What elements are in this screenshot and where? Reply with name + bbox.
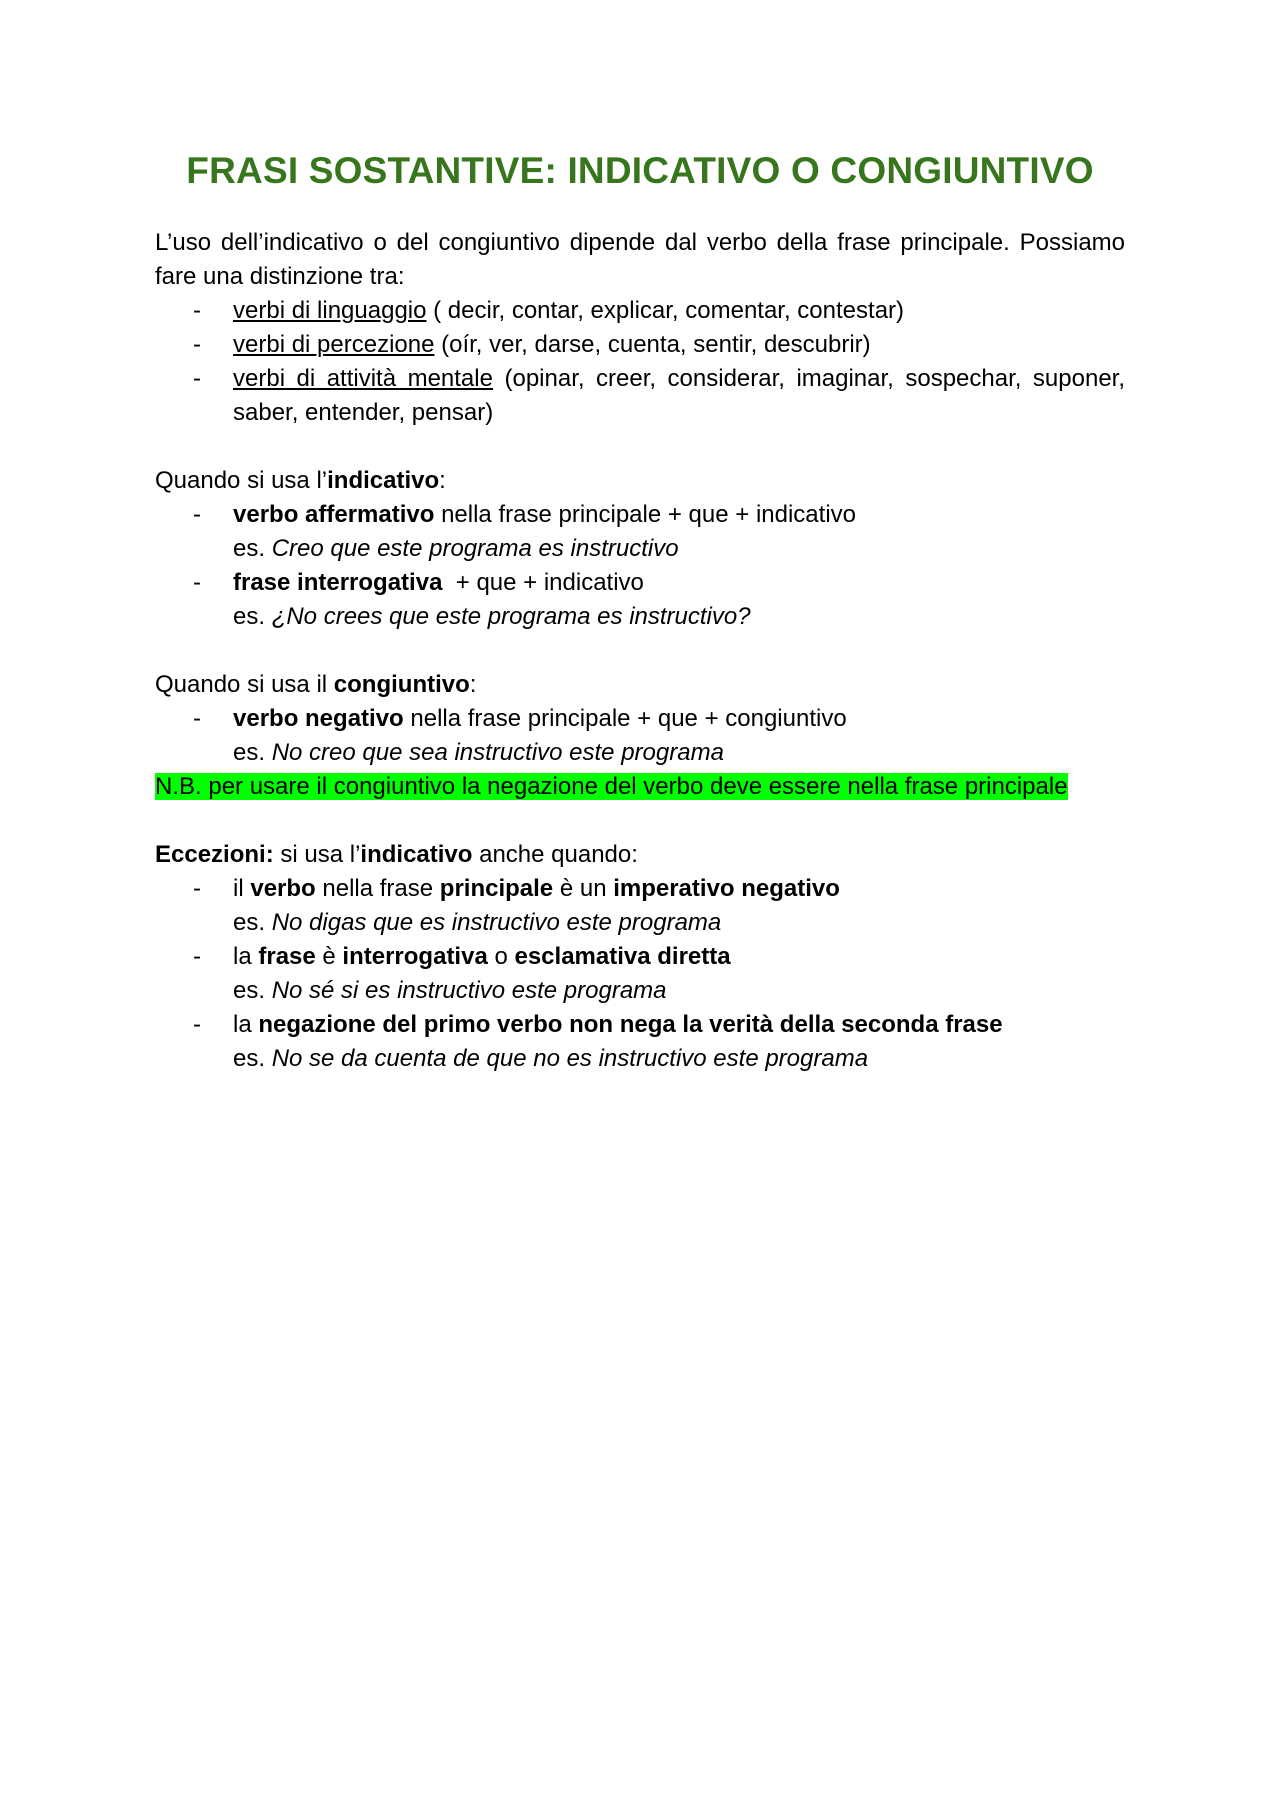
list-item <box>155 294 1125 328</box>
eccezioni-list <box>155 872 1125 1076</box>
exception-keyword: negazione del primo verbo non nega la verità della seconda frase <box>258 1011 1003 1038</box>
exception-text: il <box>233 875 251 902</box>
exception-keyword: interrogativa <box>342 943 488 970</box>
rule-keyword: verbo negativo <box>233 705 404 732</box>
page-title: FRASI SOSTANTIVE: INDICATIVO O CONGIUNTIVO <box>186 150 1094 191</box>
example-line <box>233 906 1125 940</box>
exception-text: la <box>233 943 259 970</box>
exception-text: la <box>233 1011 259 1038</box>
congiuntivo-list <box>155 702 1125 770</box>
rule-keyword: frase interrogativa <box>233 569 443 596</box>
example-prefix: es. <box>233 739 272 766</box>
exception-keyword: verbo <box>250 875 316 902</box>
example-sentence: No se da cuenta de que no es instructivo este programa <box>271 1045 869 1072</box>
congiuntivo-intro-colon: : <box>469 671 477 698</box>
verb-types-list <box>155 294 1125 430</box>
example-line <box>233 600 1125 634</box>
exception-text: nella frase <box>315 875 440 902</box>
eccezioni-label: Eccezioni: <box>155 841 274 868</box>
eccezioni-intro <box>155 838 1125 872</box>
exception-text: è <box>315 943 343 970</box>
congiuntivo-keyword: congiuntivo <box>333 671 470 698</box>
indicativo-intro-text: Quando si usa l’ <box>155 467 328 494</box>
example-prefix: es. <box>233 535 272 562</box>
example-sentence: ¿No crees que este programa es instructivo? <box>271 603 751 630</box>
indicativo-keyword: indicativo <box>327 467 440 494</box>
example-sentence: No creo que sea instructivo este programa <box>271 739 724 766</box>
dash-bullet: - <box>193 943 201 970</box>
verb-type-label: verbi di percezione <box>233 331 435 358</box>
verb-type-examples: ( decir, contar, explicar, comentar, contestar) <box>426 297 905 324</box>
list-item <box>155 328 1125 362</box>
list-item <box>155 498 1125 566</box>
verb-type-label: verbi di attività mentale <box>233 365 493 392</box>
congiuntivo-intro-text: Quando si usa il <box>155 671 334 698</box>
dash-bullet: - <box>193 1011 201 1038</box>
example-line <box>233 974 1125 1008</box>
intro-paragraph: L’uso dell’indicativo o del congiuntivo dipende dal verbo della frase principale. Possiamo fare una distinzione tra: <box>155 229 1125 290</box>
dash-bullet: - <box>193 875 201 902</box>
exception-keyword: principale <box>439 875 554 902</box>
example-line <box>233 736 1125 770</box>
dash-bullet: - <box>193 501 201 528</box>
eccezioni-text: si usa l’ <box>273 841 361 868</box>
example-line <box>233 1042 1125 1076</box>
verb-type-label: verbi di linguaggio <box>233 297 427 324</box>
verb-type-examples: (oír, ver, darse, cuenta, sentir, descubrir) <box>434 331 871 358</box>
example-prefix: es. <box>233 909 272 936</box>
list-item <box>155 702 1125 770</box>
rule-text: nella frase principale + que + congiuntivo <box>403 705 847 732</box>
list-item <box>155 1008 1125 1076</box>
dash-bullet: - <box>193 297 201 324</box>
nb-note <box>155 770 1125 804</box>
example-prefix: es. <box>233 1045 272 1072</box>
list-item <box>155 872 1125 940</box>
example-sentence: No sé si es instructivo este programa <box>271 977 667 1004</box>
example-prefix: es. <box>233 977 272 1004</box>
indicativo-intro-colon: : <box>439 467 446 494</box>
dash-bullet: - <box>193 569 201 596</box>
indicativo-list <box>155 498 1125 634</box>
rule-text: + que + indicativo <box>442 569 644 596</box>
list-item <box>155 362 1125 430</box>
indicativo-intro <box>155 464 1125 498</box>
list-item <box>155 940 1125 1008</box>
example-line <box>233 532 1125 566</box>
eccezioni-keyword: indicativo <box>360 841 473 868</box>
rule-text: nella frase principale + que + indicativo <box>434 501 856 528</box>
dash-bullet: - <box>193 365 201 392</box>
list-item <box>155 566 1125 634</box>
exception-keyword: imperativo negativo <box>613 875 840 902</box>
exception-keyword: frase <box>258 943 316 970</box>
exception-text: o <box>487 943 515 970</box>
exception-text: è un <box>553 875 614 902</box>
rule-keyword: verbo affermativo <box>233 501 435 528</box>
congiuntivo-intro <box>155 668 1125 702</box>
dash-bullet: - <box>193 331 201 358</box>
eccezioni-text-end: anche quando: <box>472 841 638 868</box>
exception-keyword: esclamativa diretta <box>514 943 731 970</box>
example-sentence: Creo que este programa es instructivo <box>271 535 679 562</box>
highlighted-note: N.B. per usare il congiuntivo la negazione del verbo deve essere nella frase principale <box>155 773 1068 800</box>
verb-type-examples: (opinar, creer, considerar, imaginar, sospechar, suponer, saber, entender, pensar) <box>233 365 1126 426</box>
example-prefix: es. <box>233 603 272 630</box>
dash-bullet: - <box>193 705 201 732</box>
example-sentence: No digas que es instructivo este programa <box>271 909 722 936</box>
